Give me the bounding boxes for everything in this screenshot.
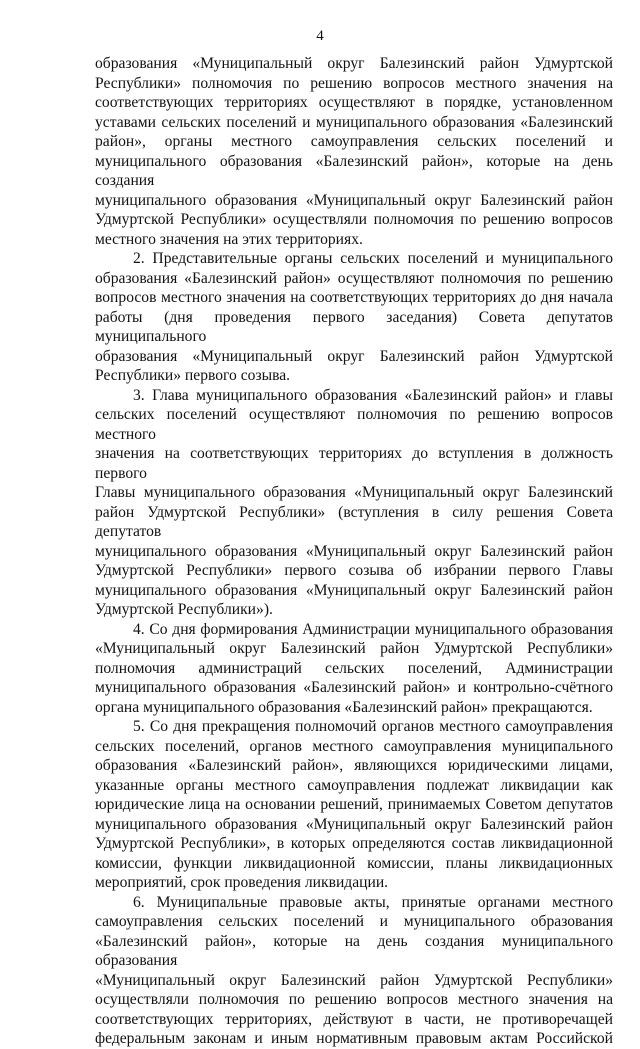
text-line: район», органы местного самоуправления сельских поселений и xyxy=(95,133,613,150)
text-line: образования «Муниципальный округ Балезинский район Удмуртской xyxy=(95,347,613,365)
text-line: муниципального образования «Муниципальный округ Балезинский район xyxy=(95,581,613,599)
paragraph-1 xyxy=(95,54,613,249)
text-line: соответствующих территориях, действуют в части, не противоречащей xyxy=(95,1010,613,1028)
text-line: указанные органы местного самоуправления подлежат ликвидации как xyxy=(95,776,613,794)
text-line: Республики» первого созыва. xyxy=(95,367,291,384)
text-line: Удмуртской Республики»). xyxy=(95,601,273,618)
text-line: сельских поселений осуществляют полномочия по решению вопросов местного xyxy=(95,406,613,443)
paragraph-3 xyxy=(95,386,613,620)
text-line: федеральным законам и иным нормативным правовым актам Российской xyxy=(95,1030,613,1047)
text-line: 6. Муниципальные правовые акты, принятые органами местного xyxy=(133,893,613,911)
text-line: Республики» полномочия по решению вопросов местного значения на xyxy=(95,74,613,92)
text-line: муниципального образования «Муниципальный округ Балезинский район xyxy=(95,815,613,833)
text-line: полномочия администраций сельских поселений, Администрации xyxy=(95,659,613,677)
text-line: 3. Глава муниципального образования «Балезинский район» и главы xyxy=(133,386,613,404)
text-line: «Балезинский район», которые на день создания муниципального образования xyxy=(95,932,613,969)
text-line: работы (дня проведения первого заседания) Совета депутатов муниципального xyxy=(95,308,613,345)
text-line: муниципального образования «Муниципальный округ Балезинский район xyxy=(95,542,613,560)
document-body xyxy=(95,54,613,1049)
text-line: мероприятий, срок проведения ликвидации. xyxy=(95,874,389,891)
text-line: Удмуртской Республики» первого созыва об избрании первого Главы xyxy=(95,562,613,579)
paragraph-2 xyxy=(95,249,613,386)
text-line: уставами сельских поселений и муниципального образования «Балезинский xyxy=(95,113,613,131)
text-line: район Удмуртской Республики» (вступления в силу решения Совета депутатов xyxy=(95,503,613,540)
text-line: образования «Балезинский район» осуществляют полномочия по решению xyxy=(95,269,613,287)
text-line: 5. Со дня прекращения полномочий органов местного самоуправления xyxy=(133,718,613,735)
text-line: вопросов местного значения на соответствующих территориях до дня начала xyxy=(95,289,613,306)
text-line: 2. Представительные органы сельских поселений и муниципального xyxy=(133,250,613,267)
text-line: самоуправления сельских поселений и муниципального образования xyxy=(95,913,613,930)
text-line: муниципального образования «Балезинский район», которые на день создания xyxy=(95,152,613,189)
text-line: «Муниципальный округ Балезинский район Удмуртской Республики» xyxy=(95,640,613,657)
text-line: образования «Муниципальный округ Балезинский район Удмуртской xyxy=(95,55,613,72)
page-number: 4 xyxy=(316,28,324,44)
text-line: Удмуртской Республики», в которых определяются состав ликвидационной xyxy=(95,835,613,852)
paragraph-5 xyxy=(95,717,613,893)
text-line: 4. Со дня формирования Администрации муниципального образования xyxy=(133,620,613,638)
text-line: значения на соответствующих территориях до вступления в должность первого xyxy=(95,445,613,482)
text-line: органа муниципального образования «Балезинский район» прекращаются. xyxy=(95,698,593,716)
text-line: местного значения на этих территориях. xyxy=(95,230,363,248)
text-line: «Муниципальный округ Балезинский район Удмуртской Республики» xyxy=(95,971,613,989)
paragraph-4 xyxy=(95,620,613,718)
text-line: образования «Балезинский район», являющихся юридическими лицами, xyxy=(95,757,613,774)
paragraph-6 xyxy=(95,893,613,1049)
text-line: комиссии, функции ликвидационной комиссии, планы ликвидационных xyxy=(95,854,613,872)
text-line: Главы муниципального образования «Муниципальный округ Балезинский xyxy=(95,484,613,501)
text-line: муниципального образования «Муниципальный округ Балезинский район xyxy=(95,191,613,209)
text-line: соответствующих территориях осуществляют в порядке, установленном xyxy=(95,94,613,111)
text-line: юридические лица на основании решений, принимаемых Советом депутатов xyxy=(95,796,613,813)
text-line: осуществляли полномочия по решению вопросов местного значения на xyxy=(95,991,613,1008)
text-line: Удмуртской Республики» осуществляли полномочия по решению вопросов xyxy=(95,211,613,228)
text-line: муниципального образования «Балезинский район» и контрольно-счётного xyxy=(95,679,613,696)
text-line: сельских поселений, органов местного самоуправления муниципального xyxy=(95,737,613,755)
